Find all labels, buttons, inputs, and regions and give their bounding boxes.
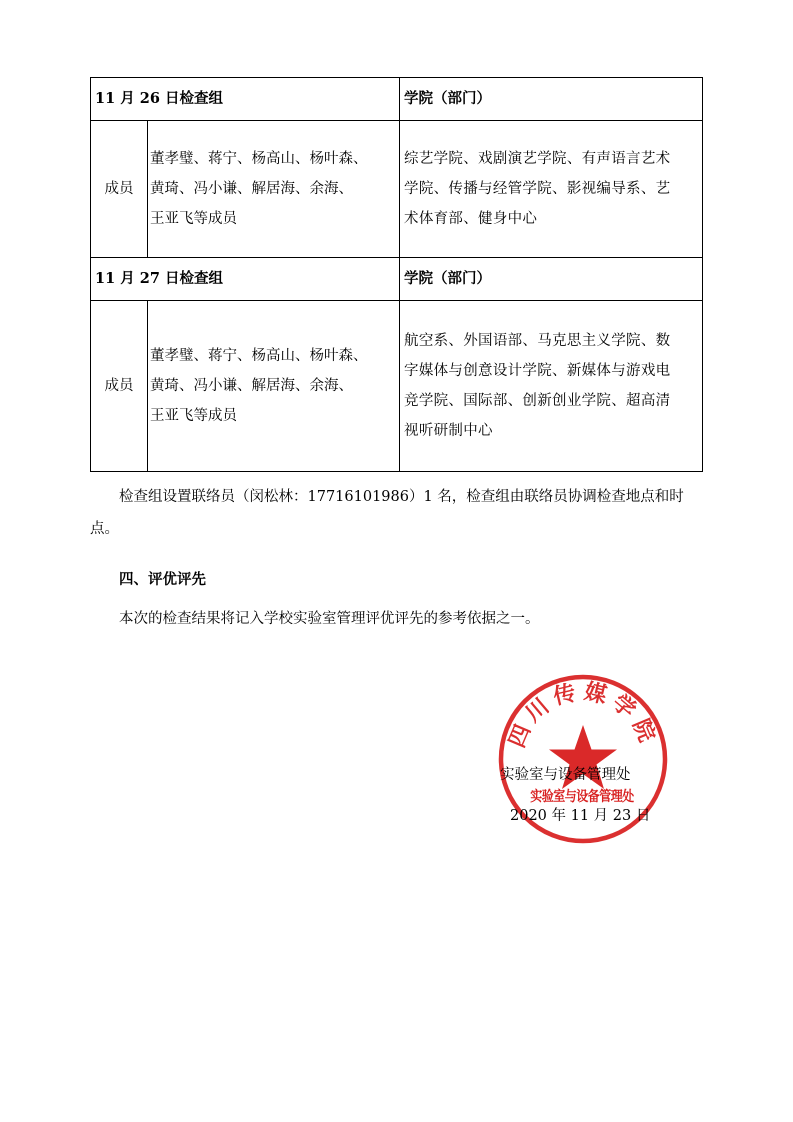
members-line: 黄琦、冯小谦、解居海、余海、 (150, 181, 353, 197)
group-1-header-row (91, 78, 703, 121)
group-2-role-label: 成员 (91, 301, 148, 472)
result-paragraph: 本次的检查结果将记入学校实验室管理评优评先的参考依据之一。 (119, 611, 540, 627)
depts-line: 术体育部、健身中心 (404, 211, 538, 227)
members-line: 董孝璧、蒋宁、杨高山、杨叶森、 (150, 151, 368, 167)
contact-paragraph: 检查组设置联络员（闵松林：17716101986）1 名，检查组由联络员协调检查地点和时点。 (90, 489, 684, 537)
group-2-member-row (91, 301, 703, 472)
depts-line: 航空系、外国语部、马克思主义学院、数 (404, 333, 671, 349)
group-1-depts-cell (400, 121, 703, 258)
group-2-header-row (91, 258, 703, 301)
members-line: 黄琦、冯小谦、解居海、余海、 (150, 378, 353, 394)
seal-inner-text: 实验室与设备管理处 (530, 787, 634, 805)
depts-line: 字媒体与创意设计学院、新媒体与游戏电 (404, 363, 671, 379)
group-2-members-cell (148, 301, 400, 472)
section-title: 四、评优评先 (119, 571, 206, 588)
group-1-dept-header: 学院（部门） (400, 78, 703, 121)
depts-line: 综艺学院、戏剧演艺学院、有声语言艺术 (404, 151, 671, 167)
depts-line: 视听研制中心 (404, 423, 493, 439)
inspection-schedule-table (90, 77, 703, 472)
signature-office: 实验室与设备管理处 (500, 767, 631, 783)
members-line: 董孝璧、蒋宁、杨高山、杨叶森、 (150, 348, 368, 364)
seal-arc-text: 四川传媒学院 (504, 679, 662, 752)
group-1-date-cell: 11 月 26 日检查组 (91, 78, 400, 121)
signature-date: 2020 年 11 月 23 日 (510, 808, 651, 824)
group-2-dept-header: 学院（部门） (400, 258, 703, 301)
group-2-depts-cell (400, 301, 703, 472)
group-1-members-cell (148, 121, 400, 258)
members-line: 王亚飞等成员 (150, 408, 237, 424)
group-1-member-row (91, 121, 703, 258)
group-2-date-cell: 11 月 27 日检查组 (91, 258, 400, 301)
group-1-role-label: 成员 (91, 121, 148, 258)
depts-line: 学院、传播与经管学院、影视编导系、艺 (404, 181, 671, 197)
members-line: 王亚飞等成员 (150, 211, 237, 227)
depts-line: 竞学院、国际部、创新创业学院、超高清 (404, 393, 671, 409)
